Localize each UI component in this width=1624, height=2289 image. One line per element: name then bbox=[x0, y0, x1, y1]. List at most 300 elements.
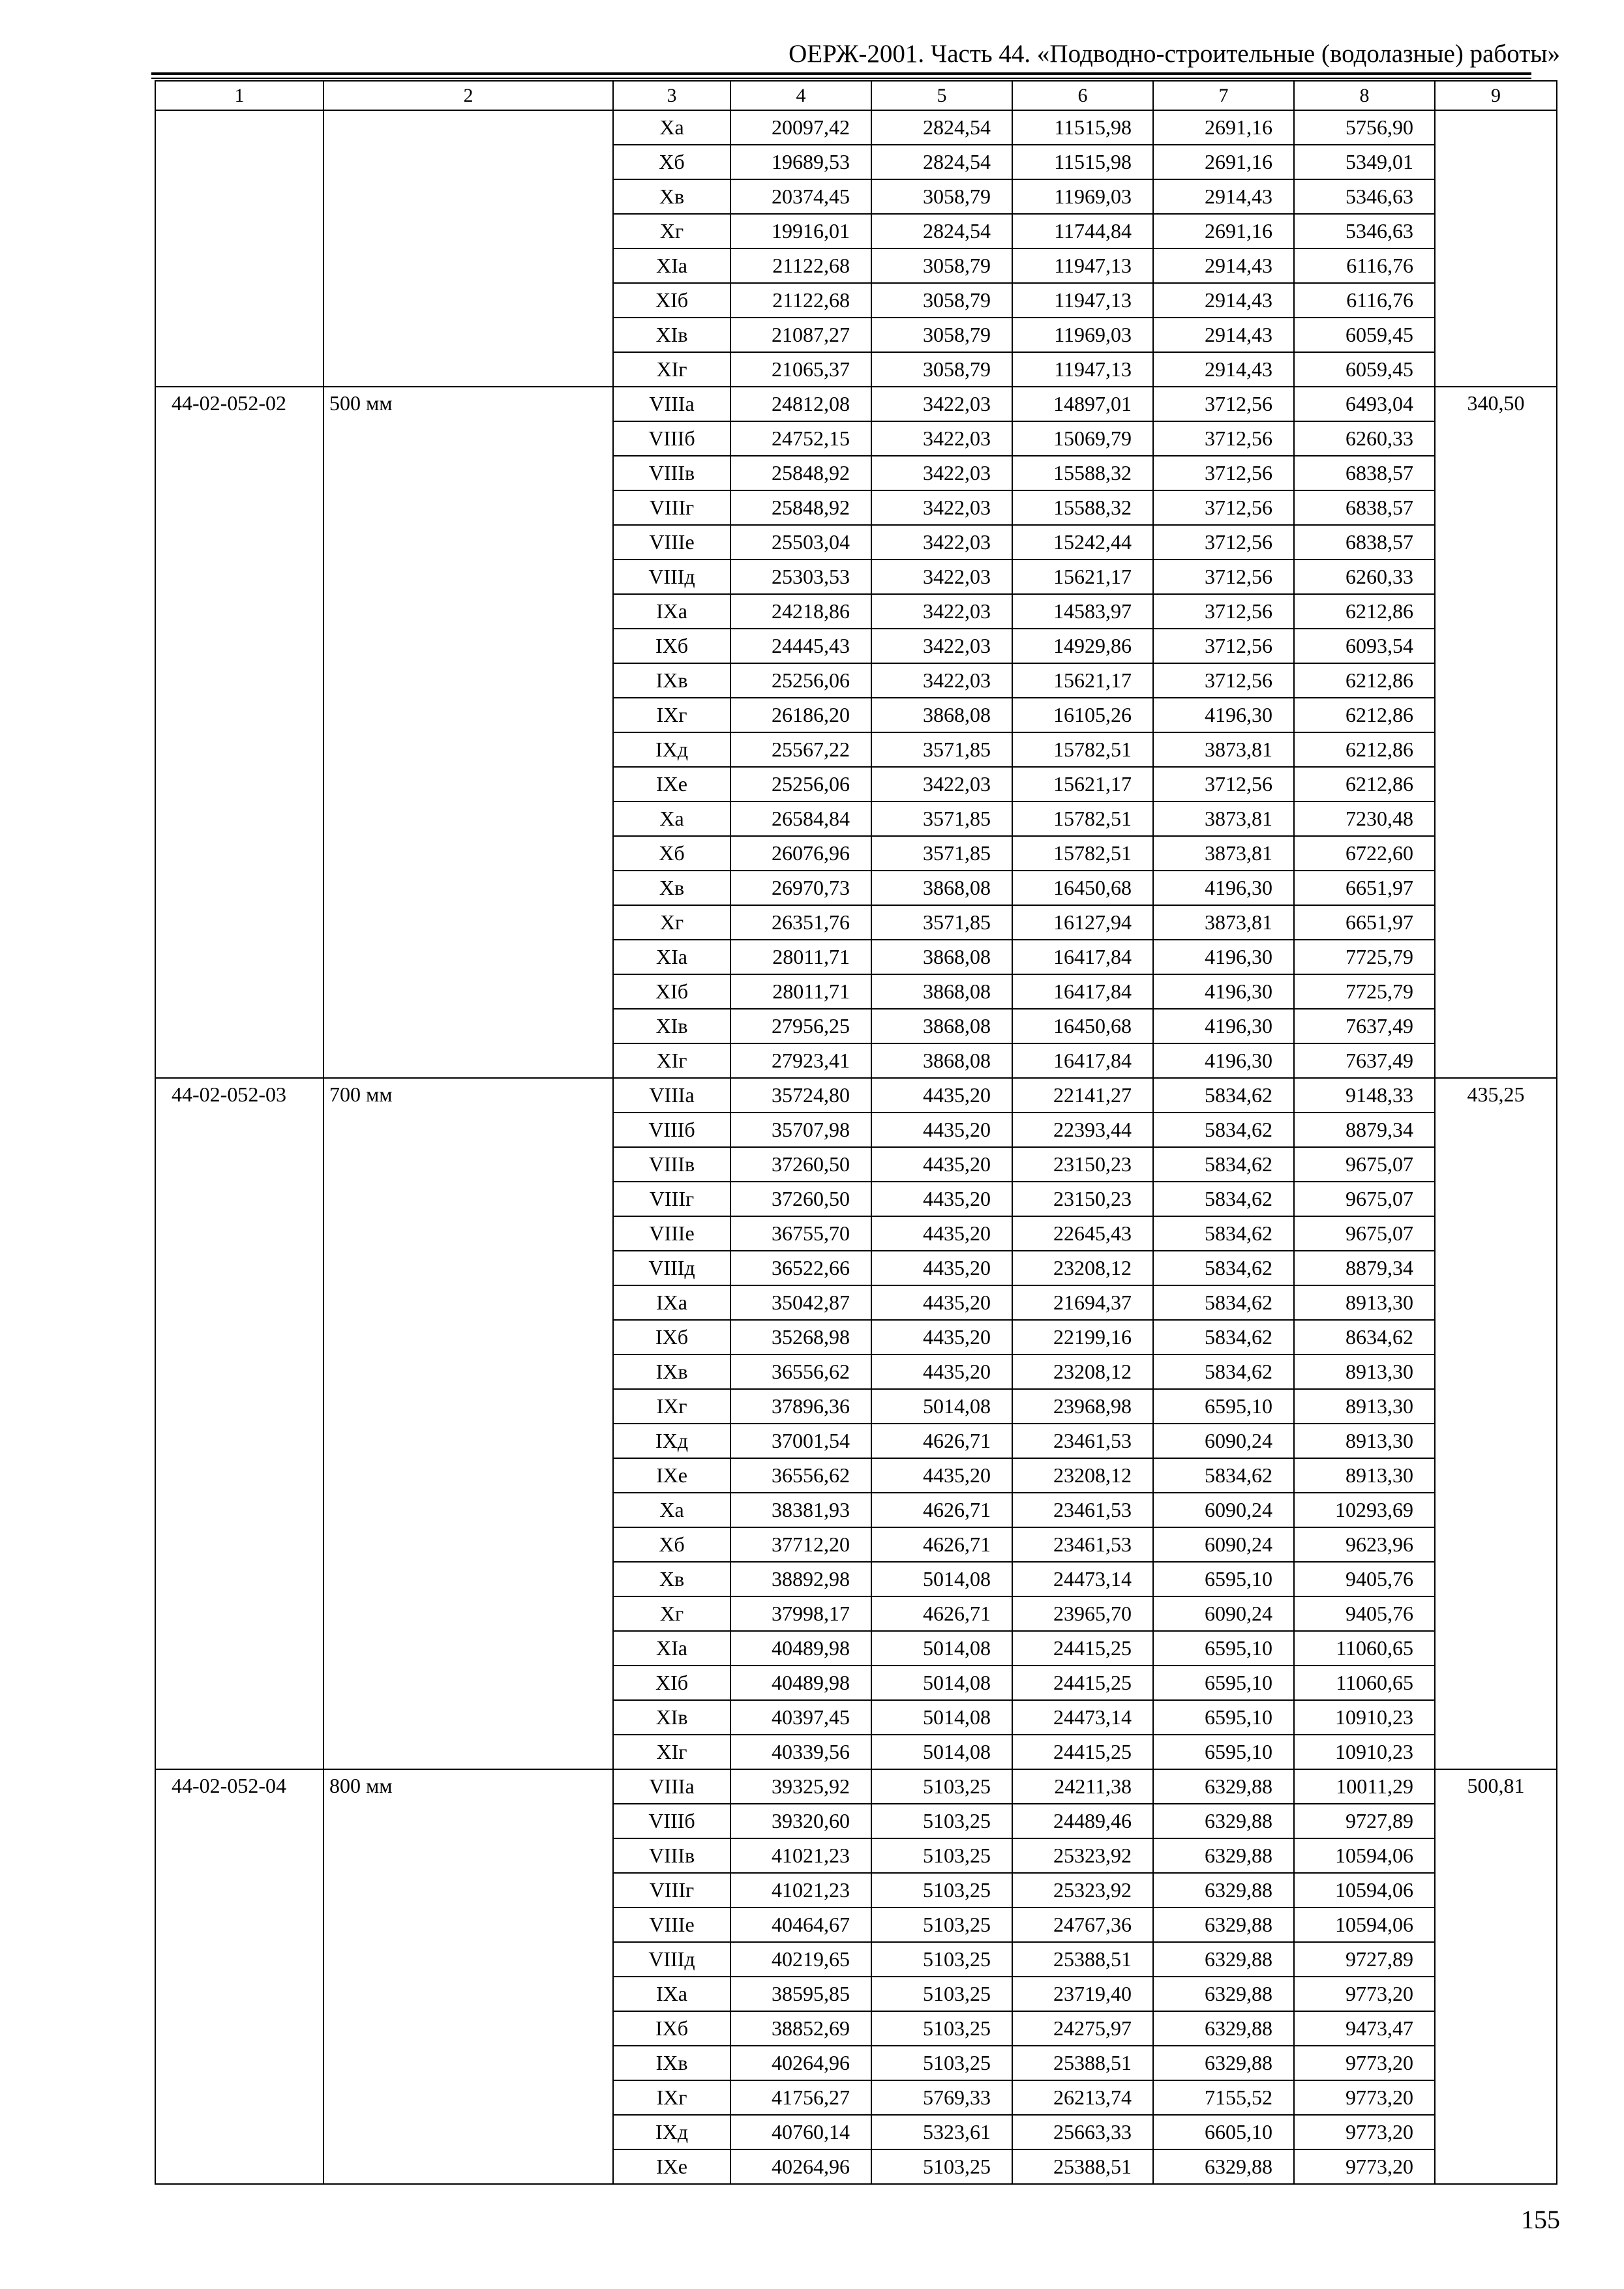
value-cell-col6: 24415,25 bbox=[1012, 1666, 1153, 1700]
value-cell-col5: 3058,79 bbox=[871, 179, 1012, 214]
value-cell-col6: 24275,97 bbox=[1012, 2011, 1153, 2046]
value-cell-col5: 3422,03 bbox=[871, 560, 1012, 594]
category-cell: XIа bbox=[613, 1631, 730, 1666]
value-cell-col8: 5756,90 bbox=[1294, 110, 1435, 145]
value-cell-col8: 7637,49 bbox=[1294, 1043, 1435, 1078]
category-cell: IXб bbox=[613, 2011, 730, 2046]
value-cell-col7: 5834,62 bbox=[1153, 1354, 1294, 1389]
category-cell: VIIIд bbox=[613, 560, 730, 594]
value-cell-col8: 6116,76 bbox=[1294, 283, 1435, 318]
column-header-9: 9 bbox=[1435, 81, 1557, 110]
value-cell-col7: 4196,30 bbox=[1153, 1009, 1294, 1043]
category-cell: VIIIа bbox=[613, 387, 730, 421]
value-cell-col5: 4435,20 bbox=[871, 1078, 1012, 1113]
value-cell-col4: 27956,25 bbox=[730, 1009, 871, 1043]
category-cell: IXд bbox=[613, 732, 730, 767]
value-cell-col6: 16450,68 bbox=[1012, 1009, 1153, 1043]
category-cell: IXв bbox=[613, 2046, 730, 2080]
value-cell-col8: 6838,57 bbox=[1294, 490, 1435, 525]
value-cell-col8: 6059,45 bbox=[1294, 318, 1435, 352]
value-cell-col5: 3571,85 bbox=[871, 905, 1012, 940]
value-cell-col5: 3422,03 bbox=[871, 594, 1012, 629]
value-cell-col4: 26584,84 bbox=[730, 801, 871, 836]
category-cell: Xб bbox=[613, 836, 730, 871]
category-cell: IXе bbox=[613, 2149, 730, 2184]
value-cell-col5: 5103,25 bbox=[871, 1769, 1012, 1804]
value-cell-col6: 16417,84 bbox=[1012, 1043, 1153, 1078]
value-cell-col4: 19916,01 bbox=[730, 214, 871, 248]
value-cell-col5: 3422,03 bbox=[871, 456, 1012, 490]
value-cell-col6: 11969,03 bbox=[1012, 179, 1153, 214]
value-cell-col8: 10594,06 bbox=[1294, 1908, 1435, 1942]
value-cell-col6: 14583,97 bbox=[1012, 594, 1153, 629]
value-cell-col8: 9727,89 bbox=[1294, 1942, 1435, 1977]
value-cell-col8: 6651,97 bbox=[1294, 871, 1435, 905]
value-cell-col5: 3422,03 bbox=[871, 663, 1012, 698]
value-cell-col4: 24812,08 bbox=[730, 387, 871, 421]
value-cell-col5: 2824,54 bbox=[871, 110, 1012, 145]
value-cell-col5: 4435,20 bbox=[871, 1285, 1012, 1320]
column-header-4: 4 bbox=[730, 81, 871, 110]
value-cell-col5: 4626,71 bbox=[871, 1493, 1012, 1527]
category-cell: XIг bbox=[613, 1735, 730, 1769]
value-cell-col5: 3422,03 bbox=[871, 421, 1012, 456]
value-cell-col7: 2691,16 bbox=[1153, 145, 1294, 179]
value-cell-col6: 23968,98 bbox=[1012, 1389, 1153, 1424]
value-cell-col8: 6493,04 bbox=[1294, 387, 1435, 421]
value-cell-col8: 6212,86 bbox=[1294, 594, 1435, 629]
value-cell-col4: 28011,71 bbox=[730, 940, 871, 974]
category-cell: XIб bbox=[613, 1666, 730, 1700]
value-cell-col5: 3422,03 bbox=[871, 767, 1012, 801]
value-cell-col8: 6212,86 bbox=[1294, 767, 1435, 801]
value-cell-col8: 10594,06 bbox=[1294, 1838, 1435, 1873]
column-header-8: 8 bbox=[1294, 81, 1435, 110]
value-cell-col5: 5103,25 bbox=[871, 1908, 1012, 1942]
value-cell-col8: 10594,06 bbox=[1294, 1873, 1435, 1908]
value-cell-col6: 14897,01 bbox=[1012, 387, 1153, 421]
value-cell-col6: 25323,92 bbox=[1012, 1838, 1153, 1873]
value-cell-col6: 11515,98 bbox=[1012, 145, 1153, 179]
value-cell-col4: 25567,22 bbox=[730, 732, 871, 767]
value-cell-col5: 2824,54 bbox=[871, 214, 1012, 248]
value-cell-col6: 15588,32 bbox=[1012, 490, 1153, 525]
value-cell-col4: 21122,68 bbox=[730, 248, 871, 283]
header-rule-thin bbox=[151, 78, 1531, 79]
category-cell: IXд bbox=[613, 1424, 730, 1458]
category-cell: IXа bbox=[613, 1977, 730, 2011]
value-cell-col4: 40489,98 bbox=[730, 1666, 871, 1700]
value-cell-col7: 2691,16 bbox=[1153, 110, 1294, 145]
value-cell-col5: 3058,79 bbox=[871, 318, 1012, 352]
value-cell-col8: 9148,33 bbox=[1294, 1078, 1435, 1113]
value-cell-col7: 4196,30 bbox=[1153, 974, 1294, 1009]
category-cell: VIIIв bbox=[613, 456, 730, 490]
value-cell-col8: 9473,47 bbox=[1294, 2011, 1435, 2046]
value-cell-col4: 37260,50 bbox=[730, 1147, 871, 1182]
value-cell-col7: 2914,43 bbox=[1153, 352, 1294, 387]
category-cell: VIIIд bbox=[613, 1251, 730, 1285]
value-cell-col7: 6090,24 bbox=[1153, 1596, 1294, 1631]
value-cell-col7: 6329,88 bbox=[1153, 1908, 1294, 1942]
value-cell-col5: 5014,08 bbox=[871, 1562, 1012, 1596]
value-cell-col4: 40264,96 bbox=[730, 2149, 871, 2184]
value-cell-col4: 37260,50 bbox=[730, 1182, 871, 1216]
value-cell-col8: 5346,63 bbox=[1294, 179, 1435, 214]
value-cell-col5: 5323,61 bbox=[871, 2115, 1012, 2149]
value-cell-col6: 16105,26 bbox=[1012, 698, 1153, 732]
value-cell-col5: 3868,08 bbox=[871, 698, 1012, 732]
value-cell-col6: 24415,25 bbox=[1012, 1735, 1153, 1769]
value-cell-col4: 35707,98 bbox=[730, 1113, 871, 1147]
table-row bbox=[155, 387, 1557, 421]
value-cell-col6: 23719,40 bbox=[1012, 1977, 1153, 2011]
value-cell-col7: 3873,81 bbox=[1153, 801, 1294, 836]
category-cell: VIIIв bbox=[613, 1147, 730, 1182]
value-cell-col6: 15782,51 bbox=[1012, 836, 1153, 871]
category-cell: XIг bbox=[613, 352, 730, 387]
category-cell: VIIIд bbox=[613, 1942, 730, 1977]
value-cell-col5: 4435,20 bbox=[871, 1147, 1012, 1182]
value-cell-col8: 6212,86 bbox=[1294, 663, 1435, 698]
value-cell-col5: 4435,20 bbox=[871, 1458, 1012, 1493]
column-9-value: 500,81 bbox=[1435, 1769, 1557, 2184]
value-cell-col8: 6116,76 bbox=[1294, 248, 1435, 283]
value-cell-col4: 26076,96 bbox=[730, 836, 871, 871]
value-cell-col6: 15782,51 bbox=[1012, 732, 1153, 767]
column-header-6: 6 bbox=[1012, 81, 1153, 110]
value-cell-col5: 5103,25 bbox=[871, 2149, 1012, 2184]
category-cell: VIIIе bbox=[613, 1216, 730, 1251]
value-cell-col4: 25256,06 bbox=[730, 767, 871, 801]
value-cell-col7: 6329,88 bbox=[1153, 1977, 1294, 2011]
category-cell: XIб bbox=[613, 974, 730, 1009]
value-cell-col6: 24473,14 bbox=[1012, 1700, 1153, 1735]
value-cell-col6: 14929,86 bbox=[1012, 629, 1153, 663]
value-cell-col6: 24415,25 bbox=[1012, 1631, 1153, 1666]
column-9-value: 340,50 bbox=[1435, 387, 1557, 1078]
value-cell-col8: 8913,30 bbox=[1294, 1354, 1435, 1389]
item-code: 44-02-052-02 bbox=[155, 387, 323, 1078]
value-cell-col6: 15621,17 bbox=[1012, 767, 1153, 801]
value-cell-col8: 9675,07 bbox=[1294, 1147, 1435, 1182]
value-cell-col6: 25388,51 bbox=[1012, 2149, 1153, 2184]
column-header-1: 1 bbox=[155, 81, 323, 110]
column-header-7: 7 bbox=[1153, 81, 1294, 110]
value-cell-col4: 24445,43 bbox=[730, 629, 871, 663]
value-cell-col5: 4435,20 bbox=[871, 1113, 1012, 1147]
value-cell-col4: 35724,80 bbox=[730, 1078, 871, 1113]
value-cell-col7: 6595,10 bbox=[1153, 1735, 1294, 1769]
value-cell-col6: 25663,33 bbox=[1012, 2115, 1153, 2149]
value-cell-col8: 9405,76 bbox=[1294, 1596, 1435, 1631]
value-cell-col7: 5834,62 bbox=[1153, 1320, 1294, 1354]
value-cell-col6: 11515,98 bbox=[1012, 110, 1153, 145]
value-cell-col6: 23150,23 bbox=[1012, 1182, 1153, 1216]
value-cell-col7: 2914,43 bbox=[1153, 318, 1294, 352]
value-cell-col8: 10910,23 bbox=[1294, 1700, 1435, 1735]
category-cell: VIIIв bbox=[613, 1838, 730, 1873]
value-cell-col6: 23208,12 bbox=[1012, 1458, 1153, 1493]
column-header-3: 3 bbox=[613, 81, 730, 110]
value-cell-col6: 25323,92 bbox=[1012, 1873, 1153, 1908]
value-cell-col8: 8879,34 bbox=[1294, 1251, 1435, 1285]
value-cell-col4: 25848,92 bbox=[730, 456, 871, 490]
value-cell-col4: 21122,68 bbox=[730, 283, 871, 318]
value-cell-col5: 3422,03 bbox=[871, 490, 1012, 525]
value-cell-col4: 25303,53 bbox=[730, 560, 871, 594]
value-cell-col8: 6838,57 bbox=[1294, 525, 1435, 560]
category-cell: Xв bbox=[613, 179, 730, 214]
category-cell: IXе bbox=[613, 767, 730, 801]
value-cell-col4: 35268,98 bbox=[730, 1320, 871, 1354]
value-cell-col5: 3868,08 bbox=[871, 974, 1012, 1009]
category-cell: IXг bbox=[613, 698, 730, 732]
category-cell: VIIIе bbox=[613, 525, 730, 560]
category-cell: VIIIа bbox=[613, 1078, 730, 1113]
value-cell-col4: 36522,66 bbox=[730, 1251, 871, 1285]
value-cell-col4: 41756,27 bbox=[730, 2080, 871, 2115]
category-cell: VIIIб bbox=[613, 1804, 730, 1838]
value-cell-col4: 36755,70 bbox=[730, 1216, 871, 1251]
category-cell: XIб bbox=[613, 283, 730, 318]
value-cell-col6: 25388,51 bbox=[1012, 1942, 1153, 1977]
price-table bbox=[155, 80, 1557, 2185]
value-cell-col8: 6093,54 bbox=[1294, 629, 1435, 663]
value-cell-col5: 3571,85 bbox=[871, 732, 1012, 767]
value-cell-col5: 5014,08 bbox=[871, 1631, 1012, 1666]
category-cell: XIв bbox=[613, 1700, 730, 1735]
value-cell-col4: 26186,20 bbox=[730, 698, 871, 732]
category-cell: Xв bbox=[613, 871, 730, 905]
value-cell-col5: 4435,20 bbox=[871, 1182, 1012, 1216]
value-cell-col4: 41021,23 bbox=[730, 1838, 871, 1873]
column-9-value bbox=[1435, 110, 1557, 387]
value-cell-col7: 6329,88 bbox=[1153, 2046, 1294, 2080]
value-cell-col8: 9727,89 bbox=[1294, 1804, 1435, 1838]
value-cell-col8: 8879,34 bbox=[1294, 1113, 1435, 1147]
value-cell-col4: 20374,45 bbox=[730, 179, 871, 214]
table-row bbox=[155, 110, 1557, 145]
category-cell: Xв bbox=[613, 1562, 730, 1596]
item-size: 500 мм bbox=[323, 387, 613, 1078]
value-cell-col6: 22645,43 bbox=[1012, 1216, 1153, 1251]
item-code: 44-02-052-04 bbox=[155, 1769, 323, 2184]
column-header-5: 5 bbox=[871, 81, 1012, 110]
value-cell-col6: 23208,12 bbox=[1012, 1251, 1153, 1285]
value-cell-col5: 3058,79 bbox=[871, 352, 1012, 387]
value-cell-col6: 15782,51 bbox=[1012, 801, 1153, 836]
value-cell-col7: 6595,10 bbox=[1153, 1666, 1294, 1700]
value-cell-col7: 2914,43 bbox=[1153, 248, 1294, 283]
value-cell-col7: 6329,88 bbox=[1153, 1804, 1294, 1838]
value-cell-col5: 5014,08 bbox=[871, 1389, 1012, 1424]
value-cell-col7: 5834,62 bbox=[1153, 1182, 1294, 1216]
value-cell-col8: 9773,20 bbox=[1294, 2080, 1435, 2115]
value-cell-col8: 5346,63 bbox=[1294, 214, 1435, 248]
category-cell: IXа bbox=[613, 594, 730, 629]
value-cell-col5: 3058,79 bbox=[871, 283, 1012, 318]
value-cell-col5: 5103,25 bbox=[871, 1977, 1012, 2011]
header-rule-thick bbox=[151, 72, 1531, 75]
value-cell-col4: 40464,67 bbox=[730, 1908, 871, 1942]
value-cell-col7: 5834,62 bbox=[1153, 1147, 1294, 1182]
value-cell-col4: 24752,15 bbox=[730, 421, 871, 456]
value-cell-col6: 16450,68 bbox=[1012, 871, 1153, 905]
table-row bbox=[155, 1769, 1557, 1804]
value-cell-col4: 36556,62 bbox=[730, 1354, 871, 1389]
value-cell-col7: 6329,88 bbox=[1153, 1942, 1294, 1977]
value-cell-col6: 24489,46 bbox=[1012, 1804, 1153, 1838]
value-cell-col4: 40339,56 bbox=[730, 1735, 871, 1769]
value-cell-col8: 6260,33 bbox=[1294, 560, 1435, 594]
value-cell-col4: 20097,42 bbox=[730, 110, 871, 145]
value-cell-col8: 9773,20 bbox=[1294, 2046, 1435, 2080]
value-cell-col4: 40760,14 bbox=[730, 2115, 871, 2149]
value-cell-col4: 39320,60 bbox=[730, 1804, 871, 1838]
page-header: ОЕРЖ-2001. Часть 44. «Подводно-строительные (водолазные) работы» bbox=[789, 40, 1560, 68]
category-cell: IXг bbox=[613, 1389, 730, 1424]
value-cell-col4: 37998,17 bbox=[730, 1596, 871, 1631]
value-cell-col6: 24767,36 bbox=[1012, 1908, 1153, 1942]
value-cell-col5: 3422,03 bbox=[871, 525, 1012, 560]
category-cell: Xб bbox=[613, 145, 730, 179]
value-cell-col6: 21694,37 bbox=[1012, 1285, 1153, 1320]
category-cell: VIIIг bbox=[613, 1182, 730, 1216]
value-cell-col7: 3712,56 bbox=[1153, 421, 1294, 456]
value-cell-col6: 23965,70 bbox=[1012, 1596, 1153, 1631]
column-number-row bbox=[155, 81, 1557, 110]
value-cell-col8: 6722,60 bbox=[1294, 836, 1435, 871]
value-cell-col7: 6595,10 bbox=[1153, 1700, 1294, 1735]
value-cell-col7: 3712,56 bbox=[1153, 490, 1294, 525]
value-cell-col8: 10011,29 bbox=[1294, 1769, 1435, 1804]
category-cell: VIIIг bbox=[613, 1873, 730, 1908]
category-cell: IXд bbox=[613, 2115, 730, 2149]
value-cell-col5: 4435,20 bbox=[871, 1216, 1012, 1251]
value-cell-col5: 4626,71 bbox=[871, 1596, 1012, 1631]
value-cell-col6: 16417,84 bbox=[1012, 974, 1153, 1009]
value-cell-col4: 21087,27 bbox=[730, 318, 871, 352]
value-cell-col5: 5103,25 bbox=[871, 1838, 1012, 1873]
value-cell-col7: 3712,56 bbox=[1153, 525, 1294, 560]
value-cell-col5: 4435,20 bbox=[871, 1354, 1012, 1389]
value-cell-col5: 4435,20 bbox=[871, 1320, 1012, 1354]
value-cell-col8: 11060,65 bbox=[1294, 1666, 1435, 1700]
value-cell-col4: 24218,86 bbox=[730, 594, 871, 629]
value-cell-col8: 7725,79 bbox=[1294, 940, 1435, 974]
value-cell-col6: 15069,79 bbox=[1012, 421, 1153, 456]
value-cell-col4: 38852,69 bbox=[730, 2011, 871, 2046]
value-cell-col7: 4196,30 bbox=[1153, 698, 1294, 732]
value-cell-col7: 6595,10 bbox=[1153, 1389, 1294, 1424]
value-cell-col6: 22393,44 bbox=[1012, 1113, 1153, 1147]
value-cell-col7: 6595,10 bbox=[1153, 1562, 1294, 1596]
value-cell-col4: 37001,54 bbox=[730, 1424, 871, 1458]
value-cell-col4: 39325,92 bbox=[730, 1769, 871, 1804]
value-cell-col7: 4196,30 bbox=[1153, 1043, 1294, 1078]
value-cell-col8: 7725,79 bbox=[1294, 974, 1435, 1009]
value-cell-col8: 11060,65 bbox=[1294, 1631, 1435, 1666]
category-cell: IXг bbox=[613, 2080, 730, 2115]
value-cell-col4: 28011,71 bbox=[730, 974, 871, 1009]
category-cell: Xб bbox=[613, 1527, 730, 1562]
value-cell-col7: 3873,81 bbox=[1153, 905, 1294, 940]
category-cell: VIIIб bbox=[613, 1113, 730, 1147]
value-cell-col6: 22199,16 bbox=[1012, 1320, 1153, 1354]
value-cell-col4: 41021,23 bbox=[730, 1873, 871, 1908]
value-cell-col6: 23461,53 bbox=[1012, 1527, 1153, 1562]
value-cell-col4: 37712,20 bbox=[730, 1527, 871, 1562]
value-cell-col7: 3712,56 bbox=[1153, 560, 1294, 594]
value-cell-col8: 7230,48 bbox=[1294, 801, 1435, 836]
value-cell-col7: 3712,56 bbox=[1153, 594, 1294, 629]
value-cell-col4: 40264,96 bbox=[730, 2046, 871, 2080]
value-cell-col6: 23208,12 bbox=[1012, 1354, 1153, 1389]
value-cell-col7: 6329,88 bbox=[1153, 2011, 1294, 2046]
category-cell: IXв bbox=[613, 663, 730, 698]
value-cell-col7: 3712,56 bbox=[1153, 629, 1294, 663]
value-cell-col7: 6329,88 bbox=[1153, 1769, 1294, 1804]
value-cell-col4: 19689,53 bbox=[730, 145, 871, 179]
value-cell-col4: 27923,41 bbox=[730, 1043, 871, 1078]
value-cell-col8: 9675,07 bbox=[1294, 1216, 1435, 1251]
value-cell-col8: 8634,62 bbox=[1294, 1320, 1435, 1354]
value-cell-col4: 38892,98 bbox=[730, 1562, 871, 1596]
value-cell-col5: 5769,33 bbox=[871, 2080, 1012, 2115]
value-cell-col5: 3422,03 bbox=[871, 629, 1012, 663]
value-cell-col5: 4626,71 bbox=[871, 1527, 1012, 1562]
value-cell-col8: 8913,30 bbox=[1294, 1389, 1435, 1424]
item-size: 800 мм bbox=[323, 1769, 613, 2184]
value-cell-col6: 25388,51 bbox=[1012, 2046, 1153, 2080]
value-cell-col4: 40219,65 bbox=[730, 1942, 871, 1977]
value-cell-col8: 9773,20 bbox=[1294, 1977, 1435, 2011]
value-cell-col5: 3058,79 bbox=[871, 248, 1012, 283]
value-cell-col7: 2691,16 bbox=[1153, 214, 1294, 248]
value-cell-col4: 40489,98 bbox=[730, 1631, 871, 1666]
category-cell: Xг bbox=[613, 1596, 730, 1631]
category-cell: IXб bbox=[613, 1320, 730, 1354]
page-number: 155 bbox=[1521, 2205, 1560, 2234]
value-cell-col7: 5834,62 bbox=[1153, 1078, 1294, 1113]
value-cell-col5: 3868,08 bbox=[871, 1009, 1012, 1043]
value-cell-col7: 2914,43 bbox=[1153, 179, 1294, 214]
value-cell-col7: 6090,24 bbox=[1153, 1493, 1294, 1527]
value-cell-col4: 25256,06 bbox=[730, 663, 871, 698]
value-cell-col6: 11744,84 bbox=[1012, 214, 1153, 248]
value-cell-col7: 6090,24 bbox=[1153, 1527, 1294, 1562]
value-cell-col5: 4626,71 bbox=[871, 1424, 1012, 1458]
category-cell: IXа bbox=[613, 1285, 730, 1320]
value-cell-col5: 5103,25 bbox=[871, 1873, 1012, 1908]
value-cell-col6: 11947,13 bbox=[1012, 352, 1153, 387]
value-cell-col4: 37896,36 bbox=[730, 1389, 871, 1424]
item-code bbox=[155, 110, 323, 387]
value-cell-col8: 9675,07 bbox=[1294, 1182, 1435, 1216]
category-cell: XIв bbox=[613, 318, 730, 352]
value-cell-col4: 38381,93 bbox=[730, 1493, 871, 1527]
value-cell-col8: 9773,20 bbox=[1294, 2149, 1435, 2184]
value-cell-col5: 3868,08 bbox=[871, 1043, 1012, 1078]
value-cell-col5: 5103,25 bbox=[871, 1942, 1012, 1977]
value-cell-col7: 6329,88 bbox=[1153, 1838, 1294, 1873]
value-cell-col7: 6605,10 bbox=[1153, 2115, 1294, 2149]
category-cell: IXе bbox=[613, 1458, 730, 1493]
category-cell: Xг bbox=[613, 214, 730, 248]
value-cell-col4: 36556,62 bbox=[730, 1458, 871, 1493]
category-cell: VIIIа bbox=[613, 1769, 730, 1804]
